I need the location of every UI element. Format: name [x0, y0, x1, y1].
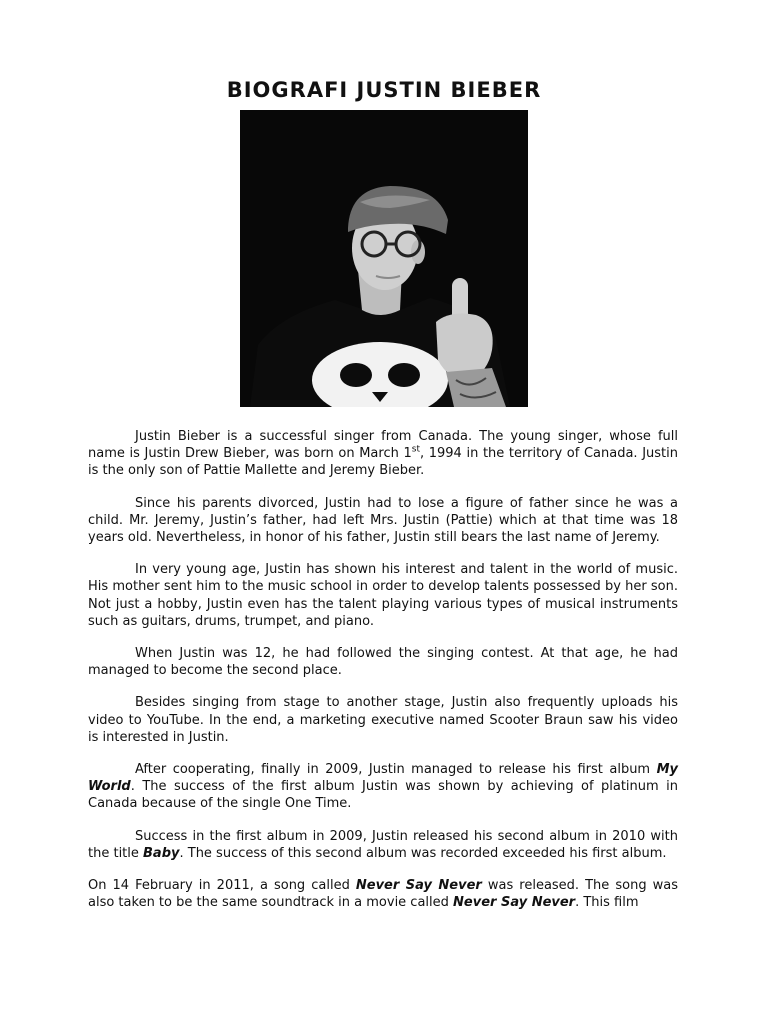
portrait-illustration	[240, 110, 528, 407]
paragraph-8-text-c: . This film	[575, 895, 639, 911]
paragraph-8-text-b: was released. The song was also taken to be the same soundtrack in a movie called	[88, 878, 678, 911]
paragraph-2: Since his parents divorced, Justin had to lose a figure of father since he was a child. Mr. Jeremy, Justin’s father, had left Mrs. Justin (Pattie) which at that time was 18 years old. Nevertheless, in honor of his father, Justin still bears the last name of Jeremy.	[88, 495, 678, 546]
paragraph-6-text-b: . The success of the first album Justin was shown by achieving of platinum in Canada because of the single One Time.	[88, 779, 678, 812]
paragraph-1	[88, 428, 678, 480]
paragraph-7-text-b: . The success of this second album was recorded exceeded his first album.	[179, 845, 667, 861]
paragraph-8-text-a: On 14 February in 2011, a song called	[88, 878, 356, 894]
paragraph-1-text-a: Justin Bieber is a successful singer from Canada. The young singer, whose full name is Justin Drew Bieber, was born on March 1	[88, 429, 678, 462]
paragraph-6-text-a: After cooperating, finally in 2009, Justin managed to release his first album	[135, 762, 657, 778]
portrait-photo	[240, 110, 528, 407]
paragraph-3: In very young age, Justin has shown his interest and talent in the world of music. His mother sent him to the music school in order to develop talents possessed by her son. Not just a hobby, Justin even has the talent playing various types of musical instruments such as guitars, drums, trumpet, and piano.	[88, 562, 678, 629]
song-title-never-say-never: Never Say Never	[355, 878, 482, 894]
album-title-baby: Baby	[143, 845, 180, 861]
document-title: BIOGRAFI JUSTIN BIEBER	[226, 78, 542, 102]
paragraph-7-text-a: Success in the first album in 2009, Justin released his second album in 2010 with the title	[88, 828, 678, 861]
paragraph-1-text-b: , 1994 in the territory of Canada. Justin is the only son of Pattie Mallette and Jeremy Bieber.	[88, 446, 678, 479]
paragraph-8	[88, 877, 678, 911]
paragraph-7	[88, 828, 678, 862]
ordinal-superscript: st	[411, 444, 420, 455]
paragraph-5: Besides singing from stage to another stage, Justin also frequently uploads his video to YouTube. In the end, a marketing executive named Scooter Braun saw his video is interested in Justin.	[88, 695, 678, 745]
album-title-my-world: My World	[88, 762, 678, 795]
paragraph-4: When Justin was 12, he had followed the singing contest. At that age, he had managed to become the second place.	[88, 646, 678, 679]
movie-title-never-say-never: Never Say Never	[453, 895, 576, 911]
biography-text	[88, 428, 678, 926]
paragraph-6	[88, 761, 678, 813]
